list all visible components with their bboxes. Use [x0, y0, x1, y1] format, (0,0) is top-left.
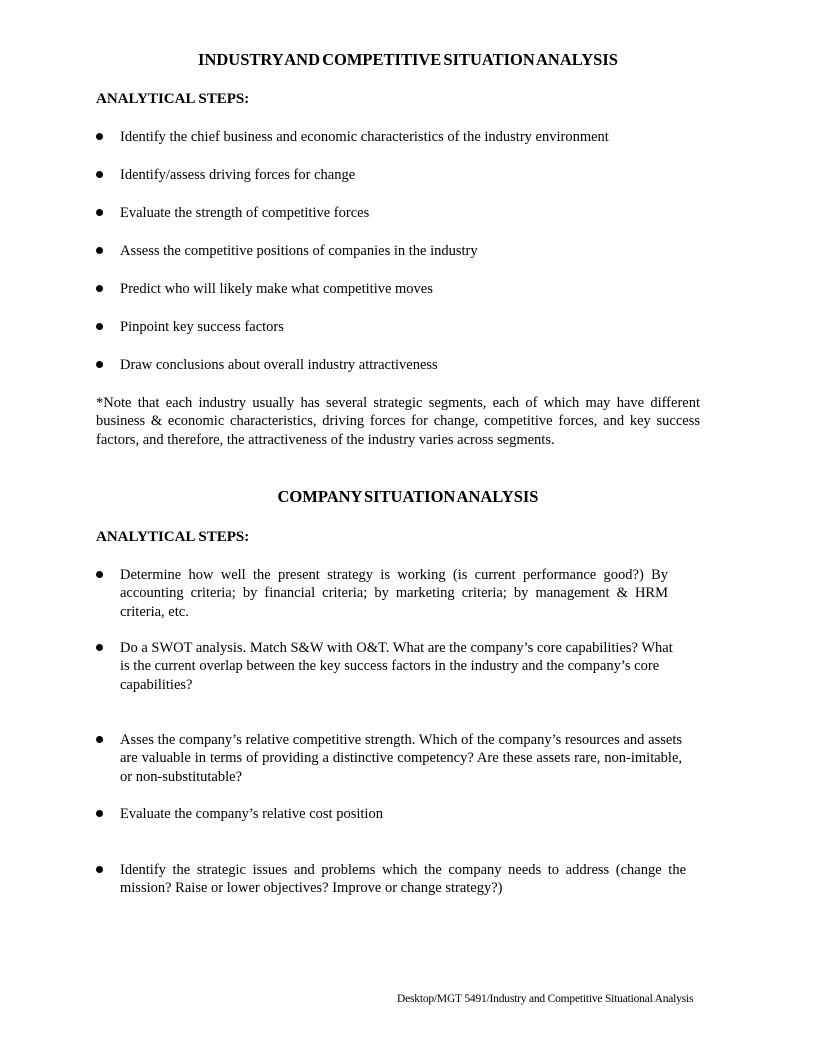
list-item [96, 128, 686, 146]
list-item-text: Identify the strategic issues and problems which the company needs to address (change the mission? Raise or lower objectives? Improve or change strategy?) [120, 862, 686, 897]
list-item [96, 861, 686, 898]
bullet-icon [96, 571, 103, 578]
bullet-icon [96, 866, 103, 873]
list-item-text: Draw conclusions about overall industry attractiveness [120, 357, 438, 373]
bullet-icon [96, 285, 103, 292]
list-item [96, 166, 686, 184]
list-item [96, 805, 686, 823]
list-item-text: Pinpoint key success factors [120, 319, 284, 335]
section-title-industry-analysis: INDUSTRY AND COMPETITIVE SITUATION ANALYSIS [198, 50, 618, 69]
list-item [96, 356, 686, 374]
list-item-text: Do a SWOT analysis. Match S&W with O&T. What are the company’s core capabilities? What is the current overlap between the key success factors in the industry and the company’s core capabilities? [120, 640, 673, 693]
list-item [96, 318, 686, 336]
bullet-icon [96, 323, 103, 330]
list-item-text: Assess the competitive positions of companies in the industry [120, 243, 478, 259]
list-item [96, 639, 686, 694]
bullet-icon [96, 736, 103, 743]
list-item [96, 566, 686, 621]
list-item-text: Evaluate the company’s relative cost position [120, 806, 383, 822]
list-item-text: Predict who will likely make what competitive moves [120, 281, 433, 297]
bullet-icon [96, 247, 103, 254]
list-item-text: Identify/assess driving forces for change [120, 167, 356, 183]
segment-note: *Note that each industry usually has several strategic segments, each of which may have different business & economic characteristics, driving forces for change, competitive forces, and key success factors, and therefore, the attractiveness of the industry varies across segments. [96, 395, 700, 448]
list-item-text: Identify the chief business and economic characteristics of the industry environment [120, 129, 609, 145]
list-item [96, 731, 686, 786]
list-item-text: Determine how well the present strategy is working (is current performance good?) By accounting criteria; by financial criteria; by marketing criteria; by management & HRM criteria, etc. [120, 567, 668, 620]
bullet-icon [96, 209, 103, 216]
bullet-icon [96, 171, 103, 178]
list-item [96, 204, 686, 222]
bullet-icon [96, 133, 103, 140]
list-item [96, 242, 686, 260]
bullet-icon [96, 810, 103, 817]
analytical-steps-heading: ANALYTICAL STEPS: [96, 529, 250, 545]
footer-file-path: Desktop/MGT 5491/Industry and Competitive Situational Analysis [397, 993, 694, 1005]
list-item-text: Evaluate the strength of competitive forces [120, 205, 370, 221]
list-item [96, 280, 686, 298]
list-item-text: Asses the company’s relative competitive strength. Which of the company’s resources and assets are valuable in terms of providing a distinctive competency? Are these assets rare, non-imitable, or non-substitutable? [120, 732, 682, 785]
bullet-icon [96, 361, 103, 368]
bullet-icon [96, 644, 103, 651]
analytical-steps-heading: ANALYTICAL STEPS: [96, 91, 250, 107]
section-title-company-analysis: COMPANY SITUATION ANALYSIS [277, 487, 539, 506]
